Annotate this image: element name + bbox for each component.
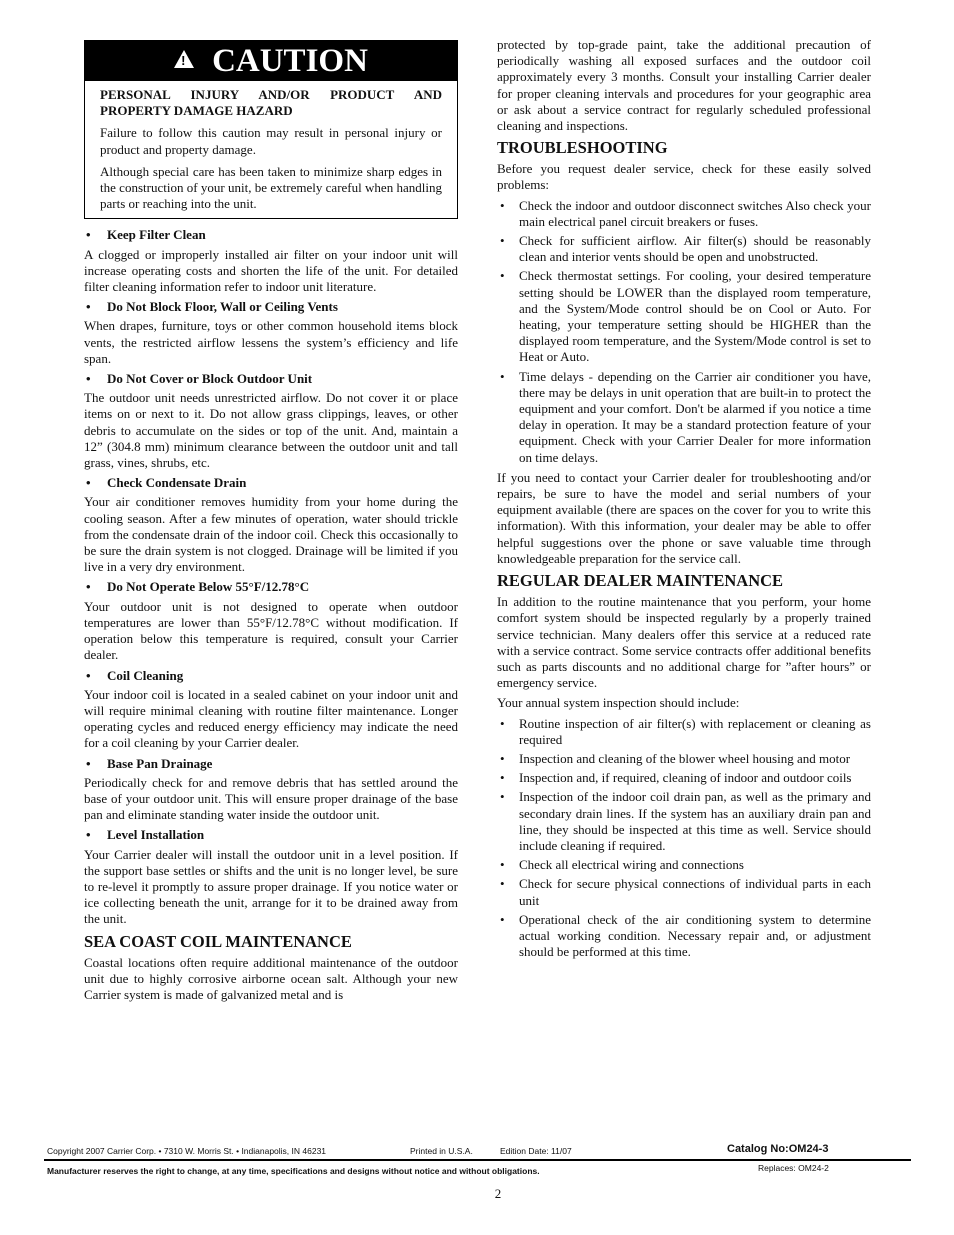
caution-paragraph: Although special care has been taken to minimize sharp edges in the construction of your unit, be extremely careful when handling parts or reaching into the unit.	[100, 163, 442, 212]
list-item: • Check the indoor and outdoor disconnect switches Also check your main electrical panel circuit breakers or fuses.	[497, 198, 871, 230]
footer-bottom-line	[44, 1163, 911, 1179]
list-item: • Inspection of the indoor coil drain pan, as well as the primary and secondary drain lines. If the system has an auxiliary drain pan and line, they should be inspected at this time as well. Service should include cleaning if required.	[497, 789, 871, 854]
subheading-base-pan-drainage: • Base Pan Drainage	[84, 756, 458, 772]
subheading-level-installation: • Level Installation	[84, 827, 458, 843]
subheading-do-not-operate-below: • Do Not Operate Below 55°F/12.78°C	[84, 579, 458, 595]
heading-troubleshooting: TROUBLESHOOTING	[497, 138, 668, 158]
paragraph: If you need to contact your Carrier dealer for troubleshooting and/or repairs, be sure to have the model and serial numbers of your equipment available (there are spaces on the cover for you to write this information). With this information, your dealer may be able to offer helpful suggestions over the phone or save valuable time through knowledgeable preparation for the service call.	[497, 469, 871, 566]
caution-box	[84, 40, 458, 219]
subheading-check-condensate-drain: • Check Condensate Drain	[84, 475, 458, 491]
paragraph: In addition to the routine maintenance that you perform, your home comfort system should be inspected regularly by a properly trained service technician. Many dealers offer this service at a reduced rate with a service contract. Some service contracts offer additional benefits such as parts discounts and no additional charge for ”after hours” or emergency service.	[497, 594, 871, 691]
caution-paragraph: Failure to follow this caution may result in personal injury or product and property damage.	[100, 125, 442, 157]
paragraph: Coastal locations often require additional maintenance of the outdoor unit due to highly corrosive airborne ocean salt. Although your new Carrier system is made of galvanized metal and is	[84, 954, 458, 1002]
footer-divider	[44, 1159, 911, 1161]
paragraph: Your air conditioner removes humidity from your home during the cooling season. After a few minutes of operation, water should trickle from the condensate drain of the indoor coil. Check this occasionally to be sure the drain system is not clogged. Drainage will be limited if you live in a very dry environment.	[84, 494, 458, 575]
paragraph: Your annual system inspection should include:	[497, 695, 740, 711]
troubleshooting-list	[497, 198, 871, 466]
edition-date: Edition Date: 11/07	[500, 1146, 572, 1156]
list-item: • Inspection and, if required, cleaning of indoor and outdoor coils	[497, 770, 871, 786]
paragraph: A clogged or improperly installed air filter on your indoor unit will increase operating costs and shorten the life of the unit. For detailed filter cleaning information refer to indoor unit literature.	[84, 246, 458, 295]
list-item: • Check for sufficient airflow. Air filter(s) should be reasonably clean and interior vents should be open and unobstructed.	[497, 233, 871, 265]
list-item: • Time delays - depending on the Carrier air conditioner you have, there may be delays in unit operation that are built-in to protect the equipment and your comfort. Don't be alarmed if you notice a time delay in operation. It may be a standard protection feature of your equipment. Check with your Carrier Dealer for more information on time delays.	[497, 369, 871, 466]
list-item: • Check all electrical wiring and connections	[497, 857, 871, 873]
caution-header	[85, 41, 457, 81]
subheading-do-not-block-vents: • Do Not Block Floor, Wall or Ceiling Vents	[84, 299, 458, 315]
hazard-statement: PERSONAL INJURY AND/OR PRODUCT AND PROPERTY DAMAGE HAZARD	[100, 87, 442, 119]
list-item: • Check thermostat settings. For cooling, your desired temperature setting should be LOWER than the displayed room temperature, and the System/Mode control should be on Cool or Auto. For heating, your temperature setting should be HIGHER than the displayed room temperature, and the System/Mode control is set to Heat or Auto.	[497, 268, 871, 365]
list-item: • Check for secure physical connections of individual parts in each unit	[497, 876, 871, 908]
subheading-do-not-cover-outdoor-unit: • Do Not Cover or Block Outdoor Unit	[84, 371, 458, 387]
list-item: • Inspection and cleaning of the blower wheel housing and motor	[497, 751, 871, 767]
caution-body	[85, 81, 457, 218]
footer-top-line	[44, 1143, 911, 1159]
paragraph: When drapes, furniture, toys or other common household items block vents, the restricted airflow lessens the system’s efficiency and life span.	[84, 318, 458, 366]
list-item: • Operational check of the air conditioning system to determine actual working condition. Necessary repair and, or adjustment should be performed at this time.	[497, 912, 871, 961]
paragraph: Periodically check for and remove debris that has settled around the base of your outdoor unit. This will ensure proper drainage of the base pan and eliminate standing water inside the outdoor unit.	[84, 774, 458, 823]
printed-text: Printed in U.S.A.	[410, 1146, 473, 1156]
subheading-keep-filter-clean: • Keep Filter Clean	[84, 227, 458, 243]
warning-triangle-icon	[174, 50, 194, 68]
page-number: 2	[494, 1186, 502, 1201]
catalog-number: Catalog No:OM24-3	[727, 1143, 829, 1155]
copyright-text: Copyright 2007 Carrier Corp. • 7310 W. Morris St. • Indianapolis, IN 46231	[47, 1146, 327, 1156]
subheading-coil-cleaning: • Coil Cleaning	[84, 668, 458, 684]
paragraph: Your Carrier dealer will install the outdoor unit in a level position. If the support base settles or shifts and the unit is no longer level, be sure to re-level it promptly to assure proper drainage. If you notice water or ice collecting beneath the unit, arrange for it to be drained away from the unit.	[84, 846, 458, 927]
inspection-list	[497, 716, 871, 961]
left-column	[84, 37, 458, 1007]
list-item: • Routine inspection of air filter(s) with replacement or cleaning as required	[497, 716, 871, 748]
paragraph: Your indoor coil is located in a sealed cabinet on your indoor unit and will require minimal cleaning with routine filter maintenance. Longer operating cycles and reduced energy efficiency may indicate the need for a coil cleaning by your Carrier dealer.	[84, 686, 458, 751]
caution-title: CAUTION	[212, 42, 368, 79]
paragraph: protected by top-grade paint, take the additional precaution of periodically washing all exposed surfaces and the outdoor coil approximately every 3 months. Consult your installing Carrier dealer for proper cleaning intervals and procedures for your geographic area or ask about a service contract for regularly scheduled professional cleaning and inspections.	[497, 37, 871, 134]
paragraph: Before you request dealer service, check for these easily solved problems:	[497, 161, 871, 193]
paragraph: The outdoor unit needs unrestricted airflow. Do not cover it or place items on or next to it. Do not allow grass clippings, leaves, or other debris to accumulate on the sides or top of the unit. And, maintain a 12” (304.8 mm) minimum clearance between the outdoor unit and tall grass, vines, shrubs, etc.	[84, 390, 458, 471]
replaces-text: Replaces: OM24-2	[758, 1163, 829, 1173]
right-column	[497, 37, 871, 964]
heading-sea-coast-coil-maintenance: SEA COAST COIL MAINTENANCE	[84, 931, 352, 951]
manufacturer-note: Manufacturer reserves the right to change, at any time, specifications and designs without notice and without obligations.	[47, 1166, 540, 1176]
heading-regular-dealer-maintenance: REGULAR DEALER MAINTENANCE	[497, 571, 784, 591]
paragraph: Your outdoor unit is not designed to operate when outdoor temperatures are lower than 55°F/12.78°C without modification. If operation below this temperature is required, consult your Carrier dealer.	[84, 598, 458, 663]
